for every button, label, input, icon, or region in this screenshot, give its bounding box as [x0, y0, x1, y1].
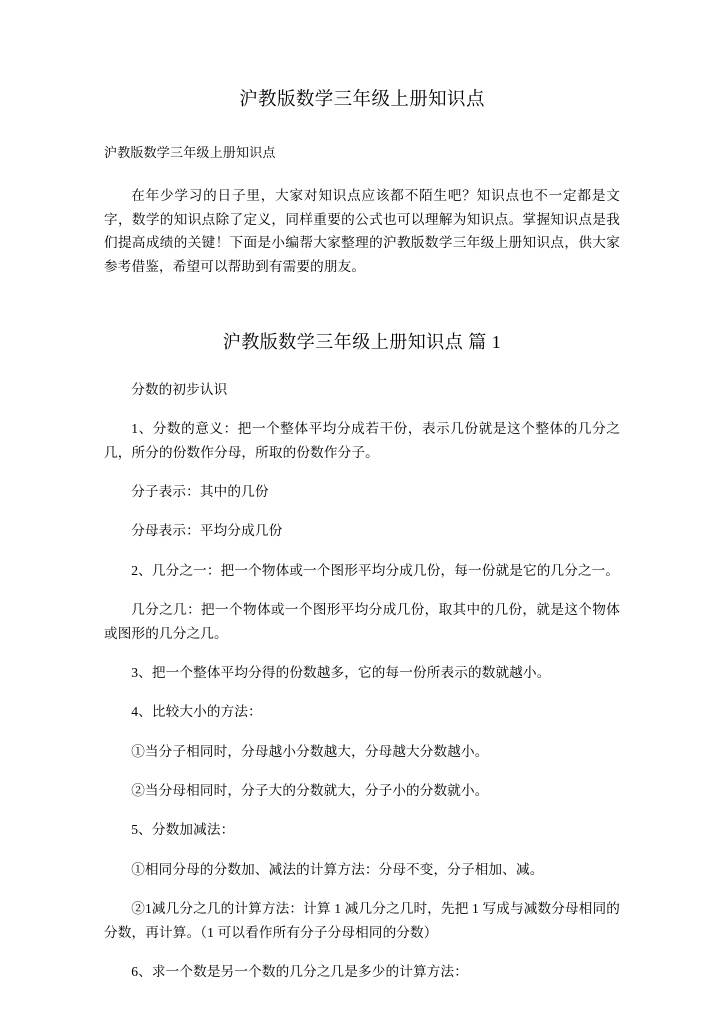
paragraph-9: ①当分子相同时，分母越小分数越大，分母越大分数越小。 [131, 743, 489, 759]
paragraph-10: ②当分母相同时，分子大的分数就大，分子小的分数就小。 [131, 783, 489, 799]
paragraph-14: 6、求一个数是另一个数的几分之几是多少的计算方法： [131, 963, 468, 979]
paragraph-7: 3、把一个整体平均分得的份数越多，它的每一份所表示的数就越小。 [131, 664, 551, 680]
section-heading: 沪教版数学三年级上册知识点 篇 1 [222, 331, 502, 352]
paragraph-8: 4、比较大小的方法： [131, 704, 262, 720]
page-title: 沪教版数学三年级上册知识点 [239, 90, 485, 110]
paragraph-4: 分母表示：平均分成几份 [131, 523, 283, 539]
document-subtitle: 沪教版数学三年级上册知识点 [104, 144, 276, 160]
paragraph-3: 分子表示：其中的几份 [131, 484, 269, 500]
paragraph-1: 分数的初步认识 [131, 381, 228, 397]
paragraph-11: 5、分数加减法： [131, 822, 235, 838]
paragraph-6: 几分之几：把一个物体或一个图形平均分成几份，取其中的几份，就是这个物体或图形的几分之几。 [104, 602, 620, 641]
paragraph-12: ①相同分母的分数加、减法的计算方法：分母不变，分子相加、减。 [131, 861, 544, 877]
paragraph-13: ②1减几分之几的计算方法：计算 1 减几分之几时，先把 1 写成与减数分母相同的分数，再计算。（1 可以看作所有分子分母相同的分数） [104, 901, 620, 940]
paragraph-5: 2、几分之一：把一个物体或一个图形平均分成几份，每一份就是它的几分之一。 [131, 562, 620, 578]
intro-paragraph: 在年少学习的日子里，大家对知识点应该都不陌生吧？知识点也不一定都是文字，数学的知识点除了定义，同样重要的公式也可以理解为知识点。掌握知识点是我们提高成绩的关键！下面是小编帮大家整理的沪教版数学三年级上册知识点，供大家参考借鉴，希望可以帮助到有需要的朋友。 [104, 188, 620, 274]
paragraph-2: 1、分数的意义：把一个整体平均分成若干份，表示几份就是这个整体的几分之几，所分的份数作分母，所取的份数作分子。 [104, 421, 620, 460]
body-content [104, 354, 620, 983]
